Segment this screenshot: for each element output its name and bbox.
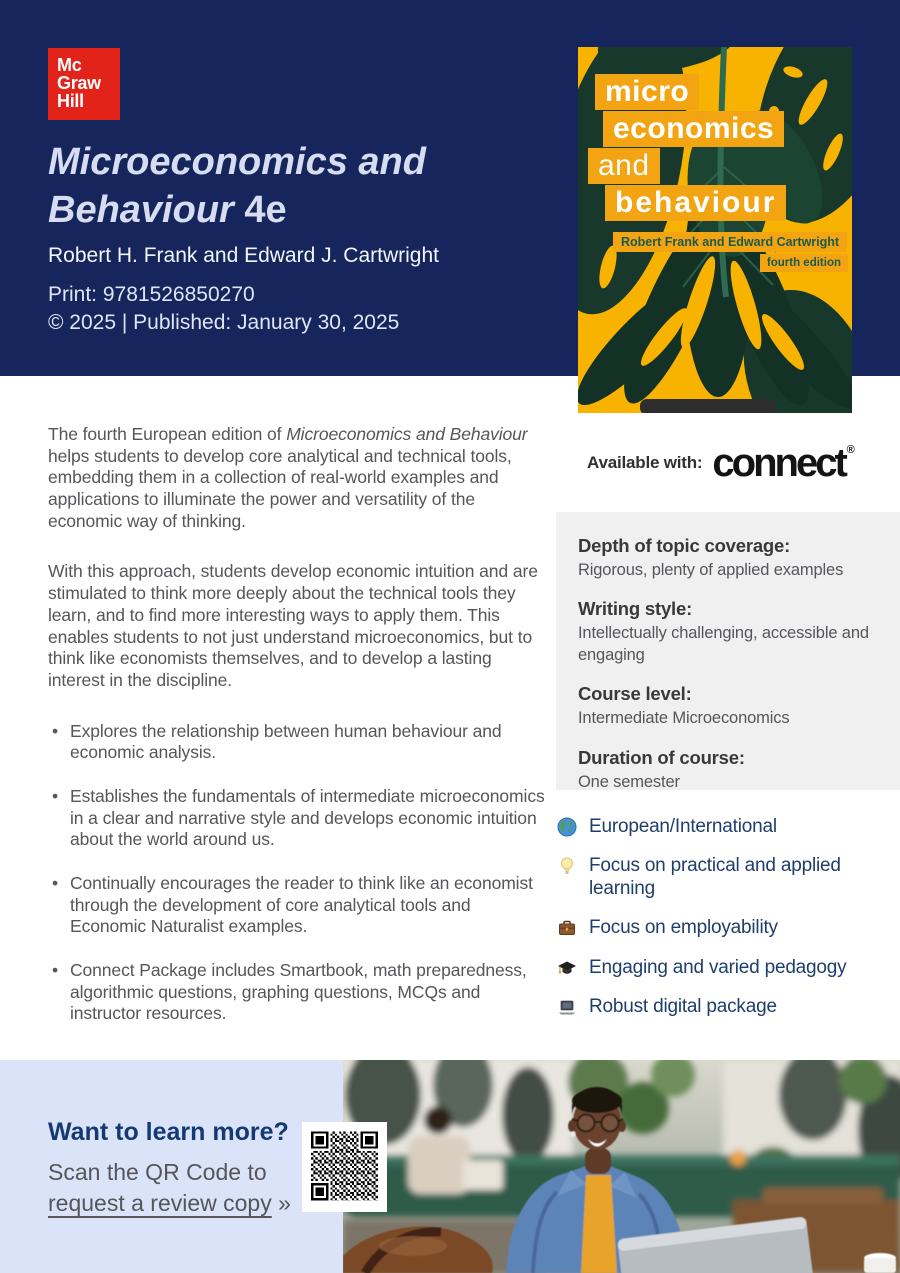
highlight-label: European/International <box>589 816 777 837</box>
highlight-label: Focus on employability <box>589 917 778 939</box>
graduation-cap-icon <box>557 958 577 978</box>
qr-code <box>302 1122 387 1212</box>
info-label: Course level: <box>578 683 692 705</box>
cover-title-line-4: behaviour <box>605 185 786 221</box>
info-item <box>578 535 892 581</box>
cover-bottom-shadow <box>640 399 776 413</box>
list-item <box>557 957 887 979</box>
isbn-copyright-block <box>48 281 399 337</box>
connect-logo <box>712 441 855 485</box>
list-item <box>557 917 887 939</box>
paragraph-text: helps students to develop core analytical and technical tools, embedding them in a collection of real-world examples and applications to illuminate the power and versatility of the economic way of thinking. <box>48 445 512 531</box>
available-with-label: Available with: <box>587 453 703 472</box>
info-item <box>578 598 892 666</box>
description-column <box>48 424 550 1047</box>
cover-title-line-1: micro <box>595 74 699 110</box>
highlight-label: Robust digital package <box>589 996 777 1018</box>
list-item <box>557 996 887 1018</box>
mcgraw-hill-logo <box>48 48 120 120</box>
book-cover <box>578 47 852 413</box>
globe-icon <box>557 817 577 837</box>
cover-edition-badge: fourth edition <box>760 254 848 272</box>
cta-heading: Want to learn more? <box>48 1118 289 1146</box>
laptop-icon <box>557 997 577 1017</box>
info-item <box>578 747 892 793</box>
cover-title-line-3: and <box>588 148 660 184</box>
cta-link-line <box>48 1190 291 1217</box>
info-value: Rigorous, plenty of applied examples <box>578 561 844 579</box>
print-isbn: Print: 9781526850270 <box>48 283 255 306</box>
footer-cta <box>0 1060 900 1273</box>
cover-authors: Robert Frank and Edward Cartwright <box>613 232 847 252</box>
book-title-name: Microeconomics and Behaviour <box>48 141 426 232</box>
link-arrow: » <box>278 1190 291 1216</box>
lightbulb-icon <box>557 856 577 876</box>
page-title <box>48 138 508 235</box>
logo-line: Mc <box>57 55 82 75</box>
request-review-copy-link[interactable]: request a review copy <box>48 1190 272 1216</box>
info-value: Intermediate Microeconomics <box>578 709 790 728</box>
available-with-row <box>587 438 853 488</box>
cta-subtext: Scan the QR Code to <box>48 1159 267 1185</box>
list-item <box>557 816 887 838</box>
authors-line: Robert H. Frank and Edward J. Cartwright <box>48 244 439 267</box>
highlights-list <box>557 816 887 1035</box>
key-points-list <box>48 721 550 1026</box>
list-item: • Explores the relationship between human behaviour and economic analysis. <box>52 721 550 764</box>
info-label: Depth of topic coverage: <box>578 535 791 556</box>
description-paragraph-2: With this approach, students develop economic intuition and are stimulated to think more deeply about the technical tools they learn, and to find more interesting ways to apply them. This enables students to not just understand microeconomics, but to think like economists themselves, and to develop a lasting interest in the discipline. <box>48 561 538 690</box>
cover-title-line-2: economics <box>603 111 784 147</box>
description-paragraph-1 <box>48 424 550 532</box>
highlight-label: Engaging and varied pedagogy <box>589 956 847 978</box>
info-label: Writing style: <box>578 598 693 620</box>
logo-line: Graw <box>57 73 101 93</box>
copyright-line: © 2025 | Published: January 30, 2025 <box>48 310 400 334</box>
info-label: Duration of course: <box>578 746 745 768</box>
info-value: One semester <box>578 772 680 791</box>
course-info-panel <box>556 512 900 790</box>
student-photo <box>343 1060 900 1273</box>
book-name-italic: Microeconomics and Behaviour <box>286 424 528 444</box>
connect-wordmark: connect <box>712 441 845 485</box>
paragraph-text: The fourth European edition of <box>48 424 287 444</box>
list-item: • Establishes the fundamentals of intermediate microeconomics in a clear and narrative style and develops economic intuition about the world around us. <box>52 786 550 851</box>
info-item <box>578 683 892 729</box>
info-value: Intellectually challenging, accessible and engaging <box>578 624 869 664</box>
registered-trademark: ® <box>846 444 855 456</box>
list-item: • Connect Package includes Smartbook, math preparedness, algorithmic questions, graphing questions, MCQs and instructor resources. <box>52 960 550 1025</box>
briefcase-icon <box>557 918 577 938</box>
book-title-edition: 4e <box>244 189 287 232</box>
highlight-label: Focus on practical and applied learning <box>589 855 841 899</box>
list-item: • Continually encourages the reader to think like an economist through the development of core analytical tools and Economic Naturalist examples. <box>52 873 550 938</box>
list-item <box>557 855 887 900</box>
logo-line: Hill <box>57 91 84 111</box>
